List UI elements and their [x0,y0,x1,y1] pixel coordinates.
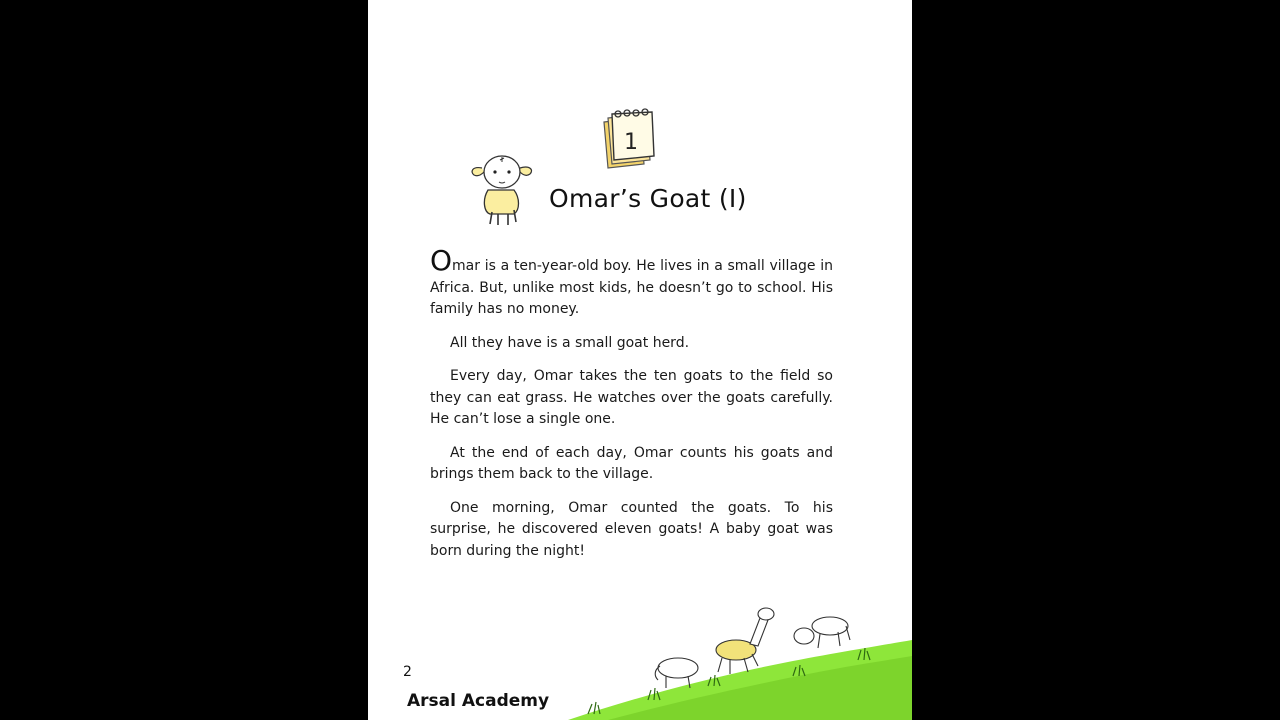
page-number: 2 [403,664,412,680]
goat-illustration [468,148,538,228]
meadow-illustration [568,596,912,720]
story-text [430,244,833,574]
calendar-icon [600,106,658,174]
story-paragraph [430,244,833,321]
story-paragraph: At the end of each day, Omar counts his goats and brings them back to the village. [430,444,833,482]
story-paragraph: Every day, Omar takes the ten goats to the field so they can eat grass. He watches over the goats carefully. He can’t lose a single one. [430,368,833,427]
chapter-number: 1 [624,130,638,155]
story-paragraph: All they have is a small goat herd. [450,334,690,351]
drop-cap: O [430,244,453,277]
story-paragraph: One morning, Omar counted the goats. To his surprise, he discovered eleven goats! A baby goat was born during the night! [430,499,833,559]
watermark: Arsal Academy [407,691,550,711]
paragraph-text: mar is a ten-year-old boy. He lives in a small village in Africa. But, unlike most kids, he doesn’t go to school. His family has no money. [430,258,833,317]
book-page [368,0,912,720]
chapter-title: Omar’s Goat (I) [549,184,747,213]
